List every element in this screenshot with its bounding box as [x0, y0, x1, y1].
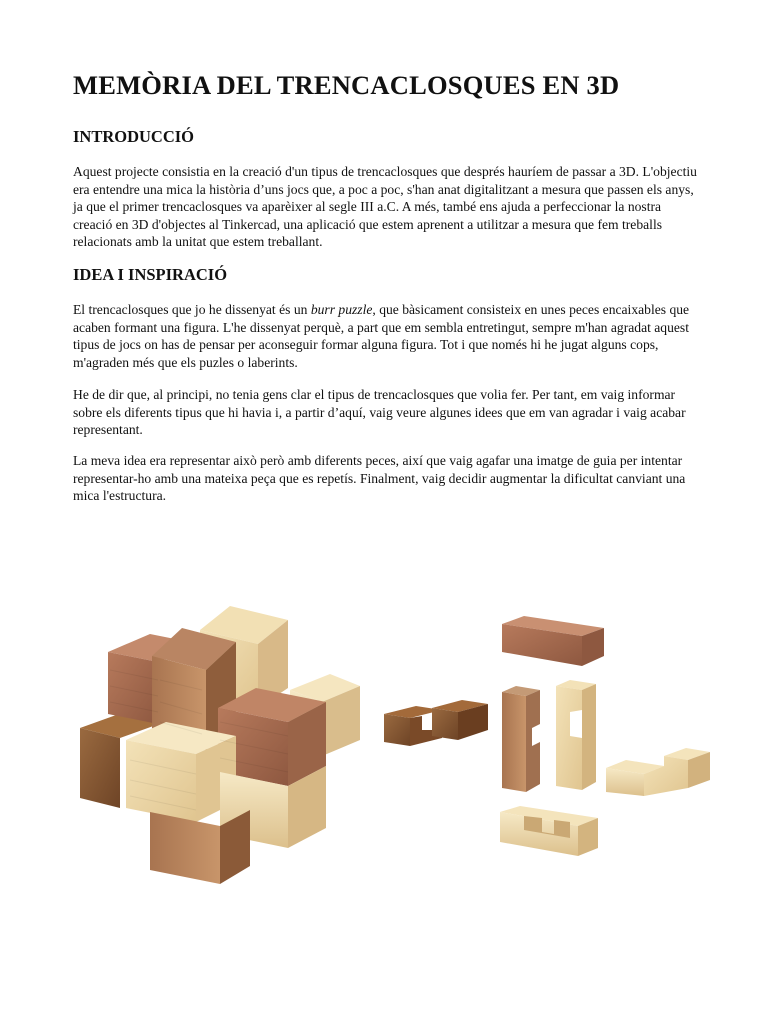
top-long-piece: [502, 616, 604, 666]
burr-puzzle-illustration: [70, 590, 720, 890]
small-dark-piece: [384, 700, 488, 746]
burr-puzzle-term: burr puzzle: [310, 302, 373, 317]
vertical-light-piece: [556, 680, 596, 790]
idea-paragraph-2: He de dir que, al principi, no tenia gens clar el tipus de trencaclosques que volia fer. Per tant, em vaig informar sobre els diferents tipus que hi havia i, a partir d’aquí, vaig veure algunes idees que em van agradar i vaig acabar representant.: [73, 387, 686, 437]
idea-paragraph-3: La meva idea era representar això però amb diferents peces, així que vaig agafar una imatge de guia per intentar representar-ho amb una mateixa peça que es repetís. Finalment, vaig decidir augmentar la dificultat canviant una mica l'estructura.: [73, 453, 686, 503]
bottom-light-piece: [500, 806, 598, 856]
idea-paragraph-1-start: El trencaclosques que jo he dissenyat és un: [73, 302, 311, 317]
idea-paragraph-1: [73, 301, 698, 371]
assembled-burr-puzzle: [80, 606, 360, 884]
intro-paragraph: Aquest projecte consistia en la creació d'un tipus de trencaclosques que després hauríem de passar a 3D. L'objectiu era entendre una mica la història d’uns jocs que, a poc a poc, s'han anat digitalitzant a mesura que passen els anys, ja que el primer trencaclosques va aparèixer al segle III a.C. A més, també ens ajuda a perfeccionar la nostra creació en 3D d'objectes al Tinkercad, una aplicació que estem aprenent a utilitzar a mesura que fem treballs relacionats amb la unitat que estem treballant.: [73, 164, 697, 249]
section-heading-introduccio: INTRODUCCIÓ: [73, 127, 195, 146]
idea-paragraph-1-end: , que bàsicament consisteix en unes peces encaixables que acaben formant una figura. L'he dissenyat perquè, a part que em sembla entretingut, sempre m'han agradat aquest tipus de jocs on has de pensar per aconseguir formar alguna figura. Tot i que només hi he jugat alguns cops, m'agraden més que els puzles o laberints.: [73, 302, 690, 370]
right-light-piece: [606, 748, 710, 796]
section-heading-idea: IDEA I INSPIRACIÓ: [73, 265, 228, 284]
document-title: MEMÒRIA DEL TRENCACLOSQUES EN 3D: [73, 70, 620, 100]
vertical-notched-piece: [502, 686, 540, 792]
exploded-puzzle-pieces: [384, 616, 710, 856]
